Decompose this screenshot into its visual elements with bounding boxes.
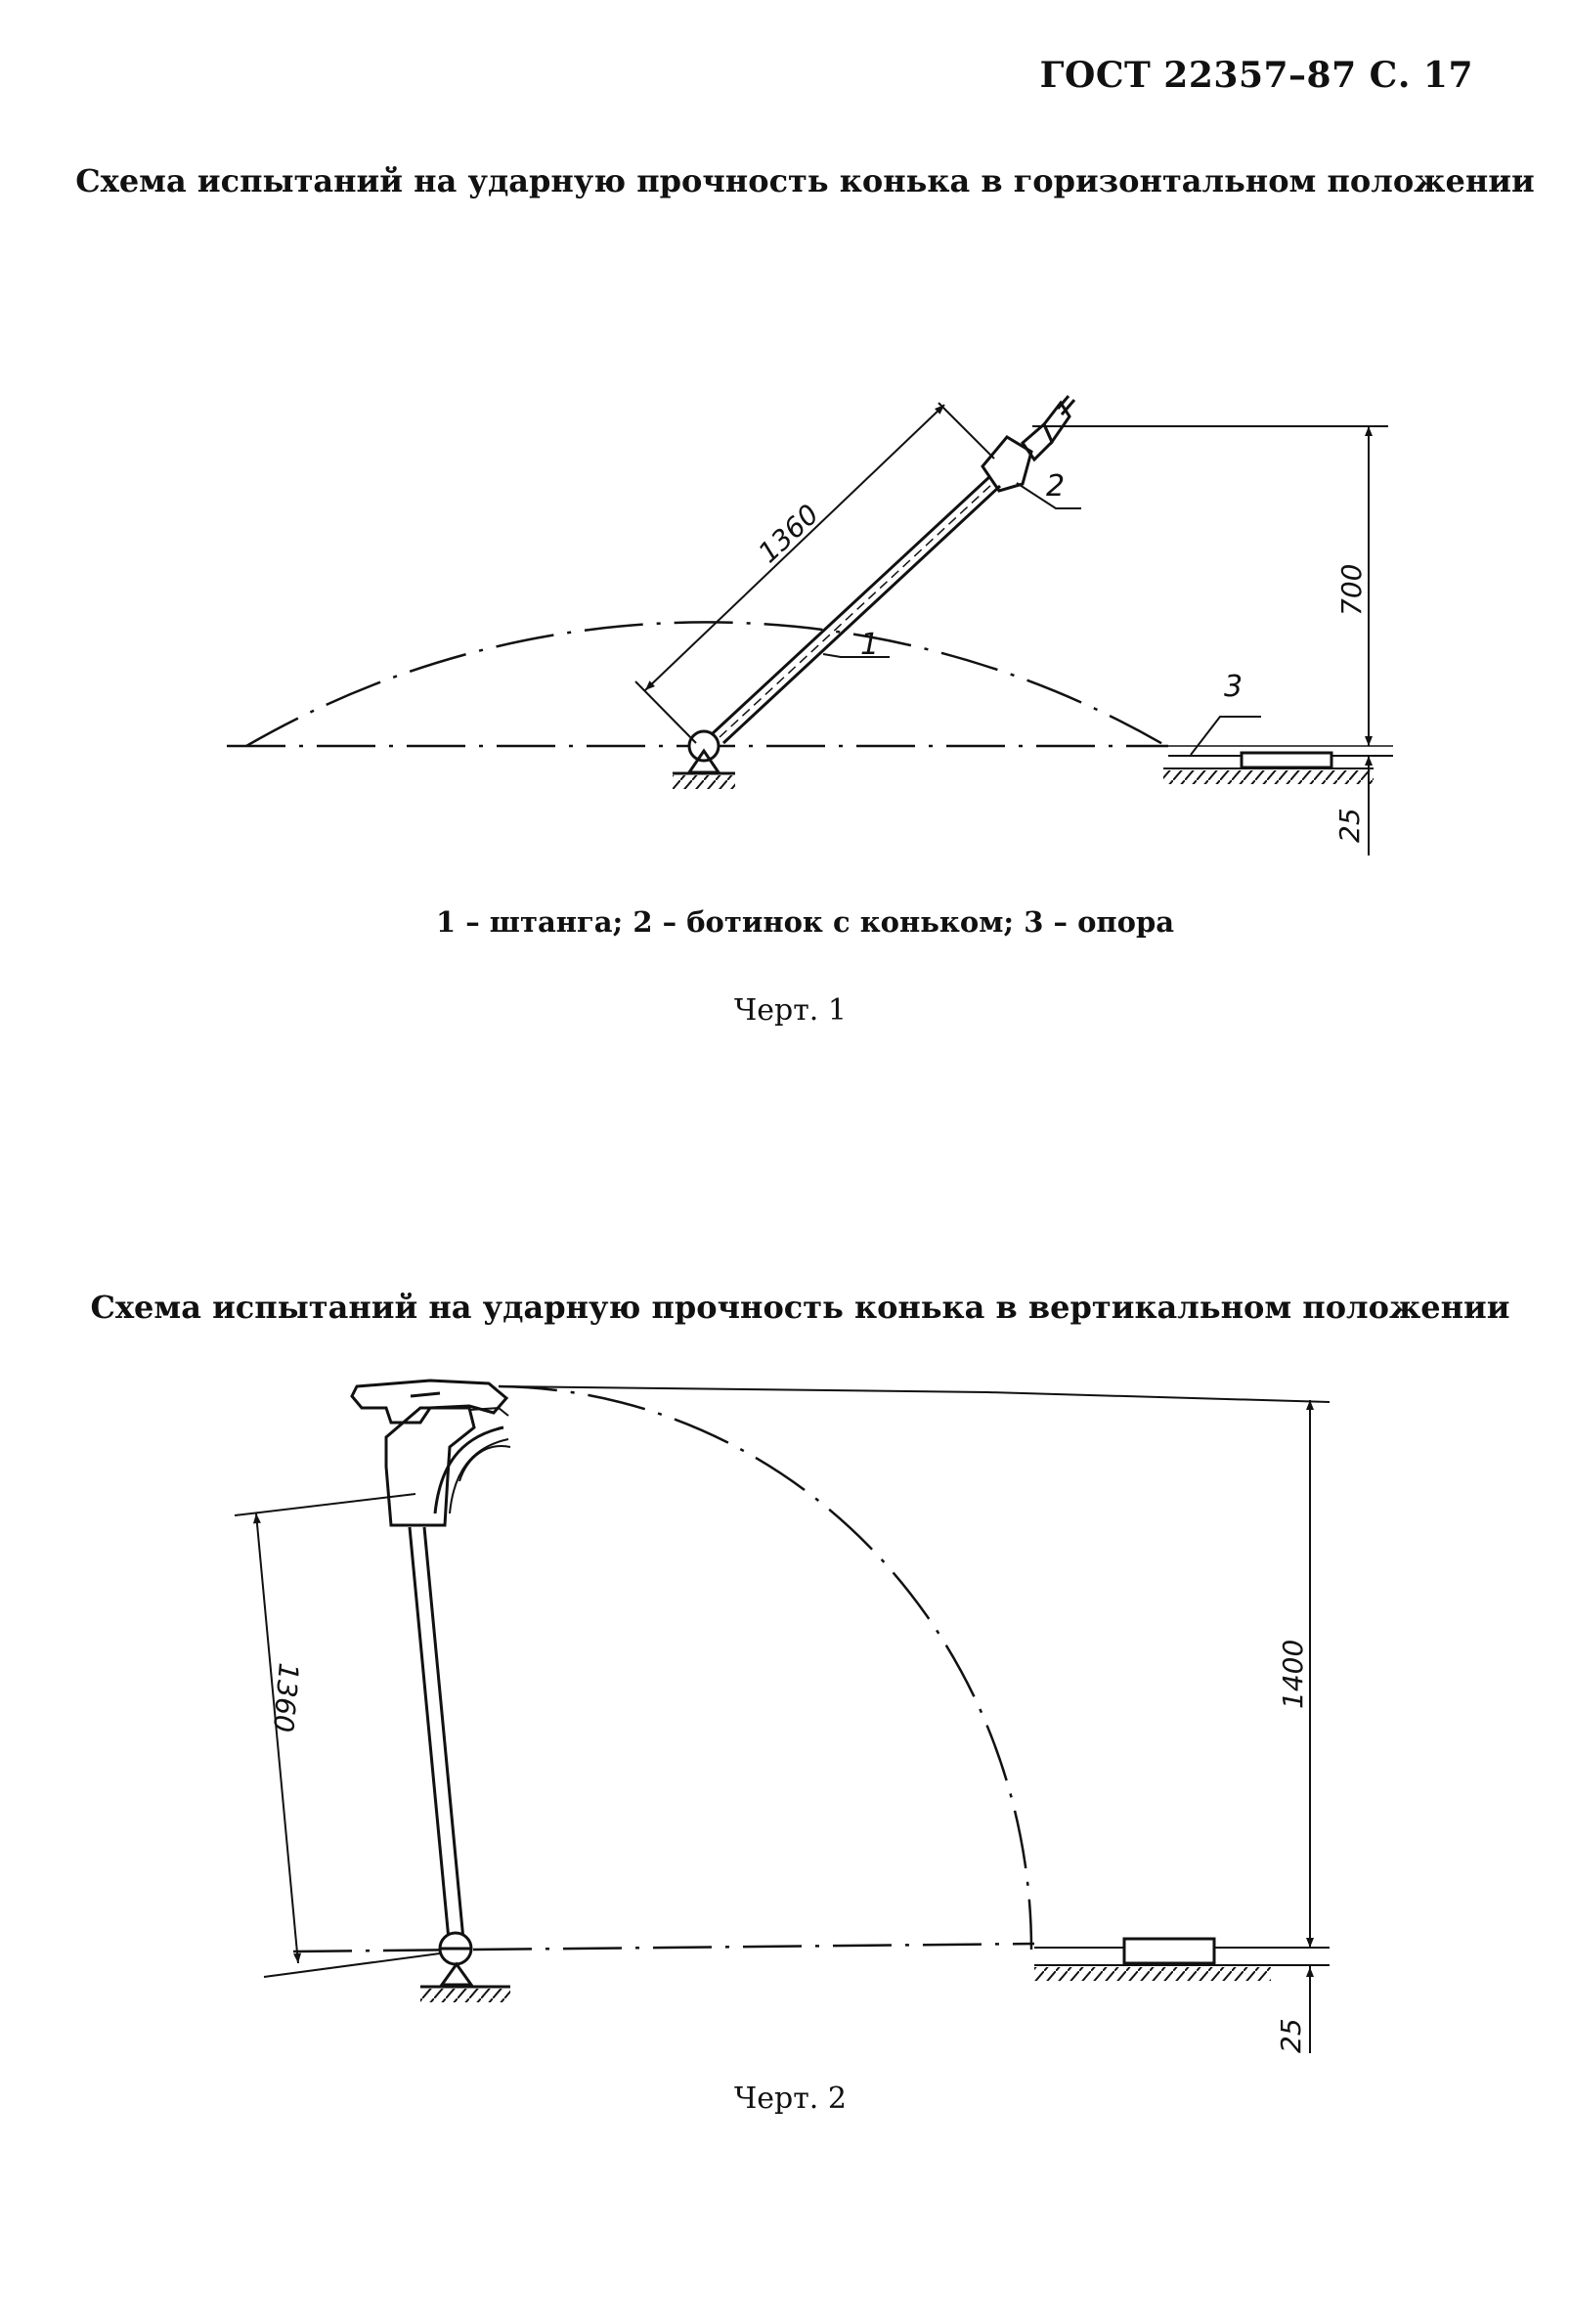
figure-2-title: Схема испытаний на ударную прочность конька в вертикальном положении	[90, 1289, 1510, 1326]
bar-2	[410, 1527, 463, 1940]
boot-skate-2	[352, 1381, 510, 1525]
dim-bar-length-2	[256, 1513, 298, 1963]
baseline-2	[293, 1944, 1034, 1951]
support-3	[1163, 753, 1374, 784]
dim-height-1	[1032, 426, 1388, 855]
figure-1-legend: 1 – штанга; 2 – ботинок с коньком; 3 – опора	[435, 905, 1175, 939]
callout-leader-3	[1191, 717, 1261, 755]
dim-bar-length-2-value: 1360	[266, 1661, 305, 1734]
dim-bar-length-1-value: 1360	[752, 498, 825, 570]
pivot-1	[689, 731, 719, 761]
figure-1-title: Схема испытаний на ударную прочность конька в горизонтальном положении	[75, 162, 1535, 199]
dim-height-1-value: 700	[1335, 563, 1368, 616]
dim-bar-length-1	[635, 403, 994, 743]
bar-1	[712, 476, 1000, 743]
callout-1-label: 1	[860, 628, 880, 662]
document-reference: ГОСТ 22357–87 С. 17	[1039, 55, 1473, 96]
swing-arc-1	[246, 622, 1166, 746]
figure-2-caption: Черт. 2	[734, 2082, 847, 2116]
figure-1-caption: Черт. 1	[734, 993, 847, 1028]
figure-2-drawing	[235, 1381, 1330, 2053]
callout-leader-1	[823, 654, 890, 657]
dim-support-offset-2-value: 25	[1275, 2018, 1307, 2053]
callout-2-label: 2	[1046, 469, 1066, 504]
support-2	[1034, 1939, 1271, 1981]
swing-arc-2	[499, 1386, 1031, 1950]
figure-1-drawing	[227, 396, 1393, 855]
callout-3-label: 3	[1224, 670, 1244, 704]
dim-support-offset-1-value: 25	[1333, 808, 1366, 843]
dim-height-2-value: 1400	[1277, 1639, 1309, 1709]
